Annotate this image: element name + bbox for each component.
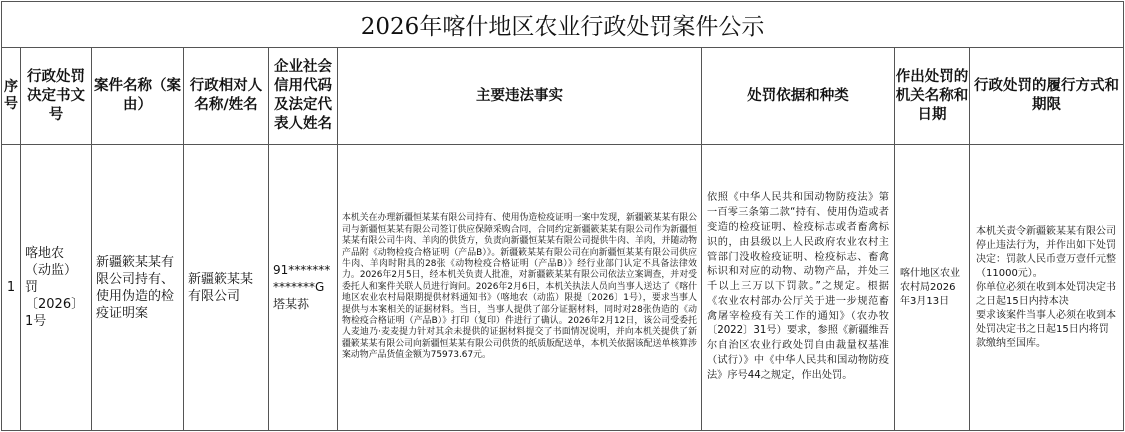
header-org-date: 作出处罚的机关名称和日期 <box>895 48 970 145</box>
table-row <box>2 145 1124 431</box>
cell-performance <box>970 145 1124 431</box>
cell-case-name: 新疆簌某某有限公司持有、使用伪造的检疫证明案 <box>92 145 184 431</box>
performance-line: 你单位必须在收到本处罚决定书之日起15日内持本决 <box>976 281 1116 307</box>
header-seq: 序号 <box>2 48 21 145</box>
header-doc-no: 行政处罚决定书文号 <box>21 48 92 145</box>
page-title: 2026年喀什地区农业行政处罚案件公示 <box>2 2 1124 48</box>
legal-rep-name: 塔某荪 <box>273 297 310 311</box>
header-facts: 主要违法事实 <box>338 48 702 145</box>
header-basis: 处罚依据和种类 <box>702 48 895 145</box>
header-performance: 行政处罚的履行方式和期限 <box>970 48 1124 145</box>
cell-basis: 依照《中华人民共和国动物防疫法》第一百零三条第二款“持有、使用伪造或者变造的检疫证明、检疫标志或者畜禽标识的，由县级以上人民政府农业农村主管部门没收检疫证明、检疫标志、畜禽标识和对应的动物、动物产品，并处三千以上三万以下罚款。”之规定。根据《农业农村部办公厅关于进一步规范畜禽屠宰检疫有关工作的通知》（农办牧〔2022〕31号）要求，参照《新疆维吾尔自治区农业行政处罚自由裁量权基准（试行）》中《中华人民共和国动物防疫法》序号44之规定，作出处罚。 <box>702 145 895 431</box>
penalty-table <box>1 1 1124 431</box>
cell-seq: 1 <box>2 145 21 431</box>
cell-party: 新疆簌某某有限公司 <box>184 145 269 431</box>
header-case-name: 案件名称（案由） <box>92 48 184 145</box>
header-credit-code: 企业社会信用代码及法定代表人姓名 <box>269 48 338 145</box>
cell-credit-code <box>269 145 338 431</box>
credit-code-value: 91**************G <box>273 263 331 294</box>
cell-org-date: 喀什地区农业农村局2026年3月13日 <box>895 145 970 431</box>
performance-line: 要求该案件当事人必须在收到本处罚决定书之日起15日内将罚款缴纳至国库。 <box>976 309 1116 349</box>
cell-doc-no: 喀地农（动监）罚〔2026〕1号 <box>21 145 92 431</box>
header-row <box>2 48 1124 145</box>
header-party: 行政相对人名称/姓名 <box>184 48 269 145</box>
cell-facts: 本机关在办理新疆恒某某有限公司持有、使用伪造检疫证明一案中发现，新疆簌某某有限公司与新疆恒某某有限公司签订供应保障采购合同，合同约定新疆簌某某有限公司作为新疆恒某某有限公司牛肉、羊肉的供货方，负责向新疆恒某某有限公司提供牛肉、羊肉，并随动物产品附《动物检疫合格证明（产品B）》。新疆簌某某有限公司在向新疆恒某某有限公司供应牛肉、羊肉时附具的28张《动物检疫合格证明（产品B）》经行业部门认定不具备法律效力。2026年2月5日，经本机关负责人批准，对新疆簌某某有限公司依法立案调查，并对受委托人和案件关联人员进行询问。2026年2月6日，本机关执法人员向当事人送达了《喀什地区农业农村局限期提供材料通知书》（喀地农（动监）限提〔2026〕1号），要求当事人提供与本案相关的证据材料。当日，当事人提供了部分证据材料，同时对28张伪造的《动物检疫合格证明（产品B）》打印（复印）件进行了确认。2026年2月12日，该公司受委托人麦迪乃·麦麦提力针对其余未提供的证据材料提交了书面情况说明，并向本机关提供了新疆簌某某有限公司向新疆恒某某有限公司供货的纸质版配送单，本机关依据该配送单核算涉案动物产品货值金额为75973.67元。 <box>338 145 702 431</box>
performance-line: 本机关责令新疆簌某某有限公司停止违法行为，并作出如下处罚决定：罚款人民币壹万壹仟元整（11000元）。 <box>976 225 1116 279</box>
